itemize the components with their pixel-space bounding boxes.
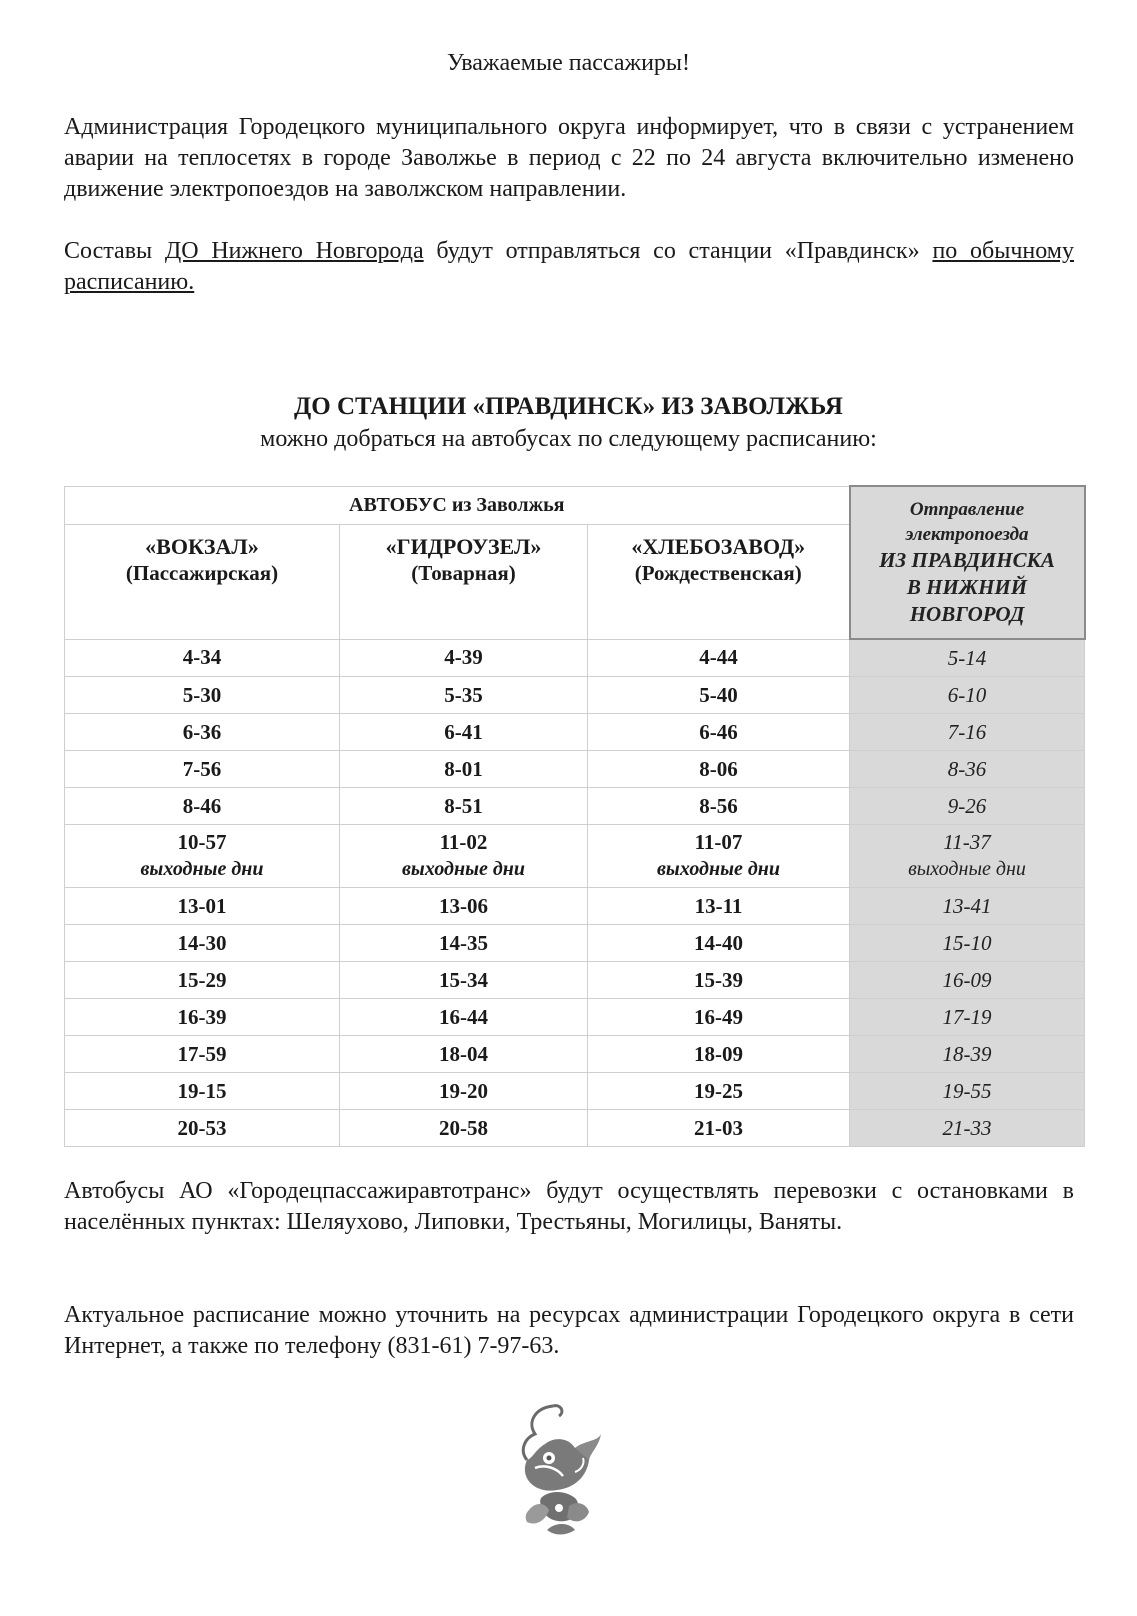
- time-cell-vokzal: 5-30: [65, 677, 340, 714]
- time-cell-hlebozavod: 8-56: [588, 788, 850, 825]
- table-row: [65, 788, 1085, 825]
- time-cell-hlebozavod: 15-39: [588, 962, 850, 999]
- table-row: [65, 639, 1085, 677]
- weekend-note: выходные дни: [140, 858, 264, 880]
- time-cell-vokzal: 14-30: [65, 925, 340, 962]
- greeting: Уважаемые пассажиры!: [446, 50, 691, 76]
- time-cell-gidrouzel: 8-51: [340, 788, 588, 825]
- time-cell-hlebozavod: 18-09: [588, 1036, 850, 1073]
- time-cell-vokzal: [65, 825, 340, 888]
- stop-header-gidrouzel: [340, 524, 588, 639]
- time-cell-vokzal: 20-53: [65, 1110, 340, 1147]
- table-row: [65, 1110, 1085, 1147]
- train-time-cell: [850, 825, 1085, 888]
- table-row: [65, 714, 1085, 751]
- stop-alt-name: (Рождественская): [634, 560, 802, 585]
- intro-paragraph: Администрация Городецкого муниципального округа информирует, что в связи с устранением аварии на теплосетях в городе Заволжье в период с 22 по 24 августа включительно изменено движение электропоездов на заволжском направлении.: [64, 114, 1074, 202]
- train-time-cell: 13-41: [850, 888, 1085, 925]
- time-cell-vokzal: 4-34: [65, 639, 340, 677]
- train-time-cell: 7-16: [850, 714, 1085, 751]
- time-cell-gidrouzel: 18-04: [340, 1036, 588, 1073]
- train-header: [850, 486, 1085, 639]
- stop-name: «ХЛЕБОЗАВОД»: [631, 533, 806, 559]
- stop-name: «ГИДРОУЗЕЛ»: [385, 533, 542, 559]
- stop-name: «ВОКЗАЛ»: [145, 533, 259, 559]
- table-row: [65, 751, 1085, 788]
- time-cell-gidrouzel: 4-39: [340, 639, 588, 677]
- time-value: 11-37: [943, 830, 991, 854]
- train-time-cell: 16-09: [850, 962, 1085, 999]
- weekend-note: выходные дни: [908, 858, 1026, 880]
- time-cell-hlebozavod: 21-03: [588, 1110, 850, 1147]
- table-row: [65, 925, 1085, 962]
- train-time-cell: 6-10: [850, 677, 1085, 714]
- train-time-cell: 21-33: [850, 1110, 1085, 1147]
- stop-header-vokzal: [65, 524, 340, 639]
- stop-header-hlebozavod: [588, 524, 850, 639]
- trains-schedule-note: по обычному расписанию.: [64, 238, 1074, 295]
- time-cell-gidrouzel: 8-01: [340, 751, 588, 788]
- trains-paragraph: [64, 236, 1074, 298]
- train-header-line3: ИЗ ПРАВДИНСКА: [879, 548, 1055, 572]
- time-cell-gidrouzel: 14-35: [340, 925, 588, 962]
- trains-destination: ДО Нижнего Новгорода: [164, 238, 424, 264]
- time-cell-hlebozavod: 6-46: [588, 714, 850, 751]
- bus-stops-paragraph: Автобусы АО «Городецпассажиравтотранс» будут осуществлять перевозки с остановками в населённых пунктах: Шеляухово, Липовки, Трестьяны, Могилицы, Ваняты.: [64, 1178, 1074, 1235]
- trains-prefix: Составы: [64, 238, 165, 264]
- contact-paragraph: Актуальное расписание можно уточнить на ресурсах администрации Городецкого округа в сети Интернет, а также по телефону (831-61) 7-97-63.: [64, 1302, 1074, 1359]
- train-time-cell: 17-19: [850, 999, 1085, 1036]
- train-time-cell: 8-36: [850, 751, 1085, 788]
- time-cell-hlebozavod: 16-49: [588, 999, 850, 1036]
- time-cell-hlebozavod: 8-06: [588, 751, 850, 788]
- time-cell-vokzal: 16-39: [65, 999, 340, 1036]
- time-cell-gidrouzel: 19-20: [340, 1073, 588, 1110]
- time-cell-vokzal: 8-46: [65, 788, 340, 825]
- train-time-cell: 19-55: [850, 1073, 1085, 1110]
- time-value: 11-02: [439, 830, 488, 854]
- time-cell-hlebozavod: 4-44: [588, 639, 850, 677]
- time-cell-hlebozavod: 5-40: [588, 677, 850, 714]
- stop-alt-name: (Пассажирская): [125, 560, 279, 585]
- time-cell-hlebozavod: 19-25: [588, 1073, 850, 1110]
- train-time-cell: 18-39: [850, 1036, 1085, 1073]
- time-cell-gidrouzel: 6-41: [340, 714, 588, 751]
- section-title: ДО СТАНЦИИ «ПРАВДИНСК» ИЗ ЗАВОЛЖЬЯ: [294, 393, 843, 420]
- schedule-table: [64, 485, 1086, 1147]
- gorodets-bird-emblem-icon: [505, 1398, 615, 1538]
- time-cell-hlebozavod: [588, 825, 850, 888]
- time-cell-hlebozavod: 14-40: [588, 925, 850, 962]
- time-cell-vokzal: 13-01: [65, 888, 340, 925]
- train-time-cell: 15-10: [850, 925, 1085, 962]
- section-subtitle: можно добраться на автобусах по следующему расписанию:: [260, 426, 877, 452]
- time-cell-vokzal: 6-36: [65, 714, 340, 751]
- table-row: [65, 962, 1085, 999]
- time-cell-gidrouzel: 15-34: [340, 962, 588, 999]
- time-cell-gidrouzel: 13-06: [340, 888, 588, 925]
- time-cell-vokzal: 19-15: [65, 1073, 340, 1110]
- time-value: 10-57: [177, 830, 227, 854]
- trains-middle: будут отправляться со станции «Правдинск»: [423, 238, 933, 264]
- table-row: [65, 999, 1085, 1036]
- time-cell-gidrouzel: 5-35: [340, 677, 588, 714]
- weekend-note: выходные дни: [657, 858, 780, 880]
- time-cell-gidrouzel: 20-58: [340, 1110, 588, 1147]
- time-value: 11-07: [694, 830, 743, 854]
- bus-header: АВТОБУС из Заволжья: [65, 486, 850, 524]
- table-row: [65, 1036, 1085, 1073]
- train-time-cell: 9-26: [850, 788, 1085, 825]
- table-row: [65, 677, 1085, 714]
- train-header-line1: Отправление: [909, 499, 1025, 520]
- train-time-cell: 5-14: [850, 639, 1085, 677]
- table-row: [65, 888, 1085, 925]
- train-header-line2: электропоезда: [905, 524, 1029, 545]
- train-header-line5: НОВГОРОД: [909, 602, 1025, 626]
- time-cell-vokzal: 15-29: [65, 962, 340, 999]
- time-cell-hlebozavod: 13-11: [588, 888, 850, 925]
- time-cell-vokzal: 7-56: [65, 751, 340, 788]
- table-row-weekend: [65, 825, 1085, 888]
- time-cell-gidrouzel: [340, 825, 588, 888]
- table-row: [65, 1073, 1085, 1110]
- weekend-note: выходные дни: [402, 858, 525, 880]
- stop-alt-name: (Товарная): [411, 560, 516, 585]
- time-cell-vokzal: 17-59: [65, 1036, 340, 1073]
- train-header-line4: В НИЖНИЙ: [906, 575, 1028, 599]
- time-cell-gidrouzel: 16-44: [340, 999, 588, 1036]
